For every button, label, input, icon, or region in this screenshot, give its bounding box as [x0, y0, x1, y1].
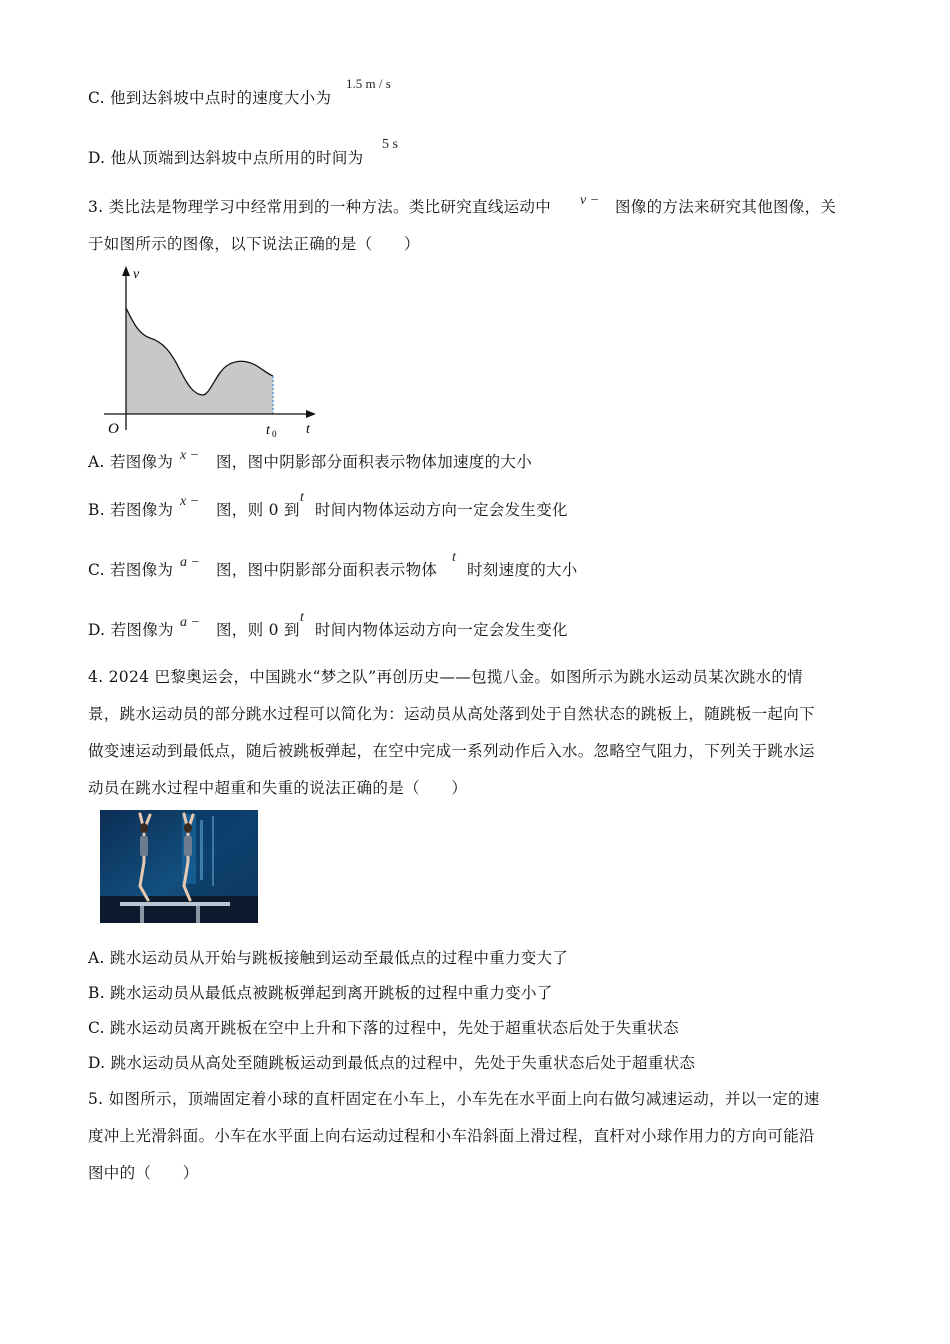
- q3-option-a-var: x −: [180, 448, 200, 463]
- q3-option-d-t: t: [300, 610, 304, 625]
- q2-option-d-text: D. 他从顶端到达斜坡中点所用的时间为: [88, 149, 364, 167]
- y-axis-arrow: [122, 266, 130, 276]
- x-axis-label: t: [306, 422, 310, 437]
- q3-option-d-prefix: D. 若图像为: [88, 621, 174, 639]
- q3-option-c-prefix: C. 若图像为: [88, 561, 174, 579]
- q3-option-b-prefix: B. 若图像为: [88, 501, 174, 519]
- q4-stem-line-3: 做变速运动到最低点，随后被跳板弹起，在空中完成一系列动作后入水。忽略空气阻力，下列关于跳水运: [88, 742, 815, 760]
- q3-stem-line2: 于如图所示的图像，以下说法正确的是（ ）: [88, 235, 420, 253]
- t0-label: t: [266, 423, 270, 438]
- q2-option-d-value: 5 s: [382, 137, 398, 152]
- shaded-area: [126, 308, 273, 414]
- x-axis-arrow: [306, 410, 316, 418]
- q5-stem-line-3: 图中的（ ）: [88, 1164, 199, 1182]
- q3-stem-line1-a: 3. 类比法是物理学习中经常用到的一种方法。类比研究直线运动中: [88, 198, 552, 216]
- q3-option-d-var: a −: [180, 615, 200, 630]
- velocity-time-graph: [98, 262, 323, 442]
- q4-option-d: D. 跳水运动员从高处至随跳板运动到最低点的过程中，先处于失重状态后处于超重状态: [88, 1054, 696, 1072]
- q4-option-b: B. 跳水运动员从最低点被跳板弹起到离开跳板的过程中重力变小了: [88, 984, 553, 1002]
- q3-option-b-tail: 时间内物体运动方向一定会发生变化: [315, 501, 568, 519]
- q3-option-a-prefix: A. 若图像为: [88, 453, 174, 471]
- q3-stem-line1-b: 图像的方法来研究其他图像，关: [615, 198, 837, 216]
- q3-option-c-mid: 图，图中阴影部分面积表示物体: [216, 561, 438, 579]
- y-axis-label: v: [133, 267, 140, 282]
- q4-option-c: C. 跳水运动员离开跳板在空中上升和下落的过程中，先处于超重状态后处于失重状态: [88, 1019, 679, 1037]
- q5-stem-line-2: 度冲上光滑斜面。小车在水平面上向右运动过程和小车沿斜面上滑过程，直杆对小球作用力的方向可能沿: [88, 1127, 815, 1145]
- q3-option-b-t: t: [300, 490, 304, 505]
- t0-subscript: 0: [272, 429, 277, 439]
- origin-label: O: [108, 421, 119, 437]
- q4-option-a: A. 跳水运动员从开始与跳板接触到运动至最低点的过程中重力变大了: [88, 949, 569, 967]
- q2-option-c-value: 1.5 m / s: [346, 76, 391, 91]
- q3-option-c-var: a −: [180, 555, 200, 570]
- q4-stem-line-4: 动员在跳水过程中超重和失重的说法正确的是（ ）: [88, 779, 468, 797]
- q2-option-c-text: C. 他到达斜坡中点时的速度大小为: [88, 89, 332, 107]
- q4-stem-line-2: 景，跳水运动员的部分跳水过程可以简化为：运动员从高处落到处于自然状态的跳板上，随跳板一起向下: [88, 705, 815, 723]
- q5-stem-line-1: 5. 如图所示，顶端固定着小球的直杆固定在小车上，小车先在水平面上向右做匀减速运动，并以一定的速: [88, 1090, 820, 1108]
- q3-option-d-tail: 时间内物体运动方向一定会发生变化: [315, 621, 568, 639]
- q4-stem-line-1: 4. 2024 巴黎奥运会，中国跳水“梦之队”再创历史——包揽八金。如图所示为跳水运动员某次跳水的情: [88, 668, 803, 686]
- q3-option-b-mid: 图，则 0 到: [216, 501, 300, 519]
- q3-option-b-var: x −: [180, 494, 200, 509]
- q3-option-c-t: t: [452, 550, 456, 565]
- q3-option-d-mid: 图，则 0 到: [216, 621, 300, 639]
- diving-photo: [100, 810, 258, 923]
- q3-option-c-tail: 时刻速度的大小: [467, 561, 578, 579]
- q3-stem-var: v −: [580, 193, 600, 208]
- q3-option-a-mid: 图，图中阴影部分面积表示物体加速度的大小: [216, 453, 533, 471]
